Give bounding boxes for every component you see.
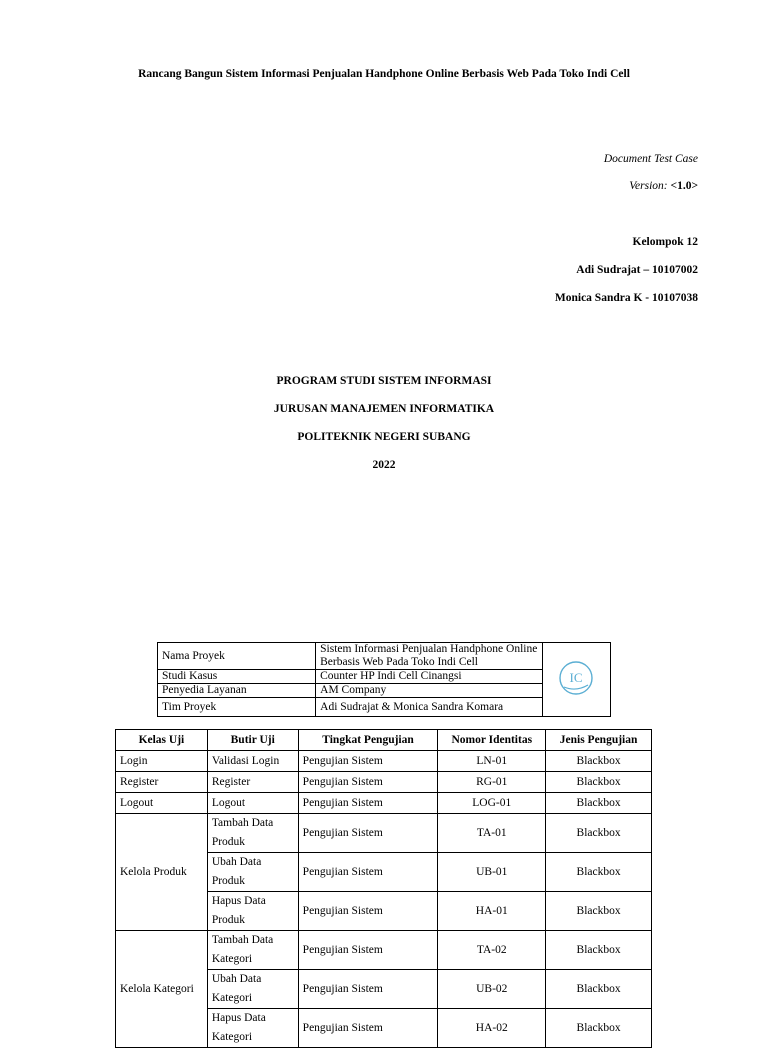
table-row bbox=[116, 814, 652, 853]
version-line bbox=[629, 180, 698, 192]
info-key: Studi Kasus bbox=[158, 670, 316, 684]
cell-tingkat: Pengujian Sistem bbox=[298, 931, 438, 970]
cell-jenis: Blackbox bbox=[546, 853, 652, 892]
cell-nomor: UB-02 bbox=[438, 970, 546, 1009]
cell-butir: Tambah Data Produk bbox=[207, 814, 298, 853]
info-key: Tim Proyek bbox=[158, 698, 316, 717]
institution-name: POLITEKNIK NEGERI SUBANG bbox=[297, 431, 471, 443]
year: 2022 bbox=[372, 459, 396, 471]
table-row bbox=[116, 772, 652, 793]
cell-nomor: LN-01 bbox=[438, 751, 546, 772]
company-logo bbox=[556, 658, 596, 698]
cell-kelas-group: Kelola Kategori bbox=[116, 931, 208, 1048]
cell-tingkat: Pengujian Sistem bbox=[298, 853, 438, 892]
header-tingkat-pengujian: Tingkat Pengujian bbox=[298, 730, 438, 751]
cell-butir: Hapus Data Produk bbox=[207, 892, 298, 931]
header-nomor-identitas: Nomor Identitas bbox=[438, 730, 546, 751]
cell-kelas: Logout bbox=[116, 793, 208, 814]
cell-jenis: Blackbox bbox=[546, 793, 652, 814]
cell-nomor: HA-01 bbox=[438, 892, 546, 931]
cell-tingkat: Pengujian Sistem bbox=[298, 751, 438, 772]
cell-nomor: LOG-01 bbox=[438, 793, 546, 814]
cell-nomor: HA-02 bbox=[438, 1009, 546, 1048]
header-butir-uji: Butir Uji bbox=[207, 730, 298, 751]
project-info-table bbox=[157, 642, 611, 717]
cell-kelas: Register bbox=[116, 772, 208, 793]
info-row bbox=[158, 643, 611, 670]
cell-jenis: Blackbox bbox=[546, 931, 652, 970]
cell-butir: Ubah Data Kategori bbox=[207, 970, 298, 1009]
info-value: Adi Sudrajat & Monica Sandra Komara bbox=[316, 698, 543, 717]
cell-tingkat: Pengujian Sistem bbox=[298, 970, 438, 1009]
header-kelas-uji: Kelas Uji bbox=[116, 730, 208, 751]
cell-butir: Tambah Data Kategori bbox=[207, 931, 298, 970]
cell-butir: Hapus Data Kategori bbox=[207, 1009, 298, 1048]
department: JURUSAN MANAJEMEN INFORMATIKA bbox=[273, 403, 495, 415]
cell-jenis: Blackbox bbox=[546, 892, 652, 931]
table-header-row bbox=[116, 730, 652, 751]
table-row bbox=[116, 793, 652, 814]
info-value: Sistem Informasi Penjualan Handphone Online Berbasis Web Pada Toko Indi Cell bbox=[316, 643, 543, 670]
cell-butir: Logout bbox=[207, 793, 298, 814]
cell-kelas-group: Kelola Produk bbox=[116, 814, 208, 931]
cell-jenis: Blackbox bbox=[546, 1009, 652, 1048]
cell-tingkat: Pengujian Sistem bbox=[298, 1009, 438, 1048]
group-name: Kelompok 12 bbox=[632, 236, 698, 248]
info-key: Nama Proyek bbox=[158, 643, 316, 670]
info-key: Penyedia Layanan bbox=[158, 684, 316, 698]
info-value: Counter HP Indi Cell Cinangsi bbox=[316, 670, 543, 684]
cell-tingkat: Pengujian Sistem bbox=[298, 892, 438, 931]
cell-nomor: TA-01 bbox=[438, 814, 546, 853]
cell-nomor: RG-01 bbox=[438, 772, 546, 793]
cell-jenis: Blackbox bbox=[546, 970, 652, 1009]
info-value: AM Company bbox=[316, 684, 543, 698]
version-value: <1.0> bbox=[670, 180, 698, 192]
cell-kelas: Login bbox=[116, 751, 208, 772]
logo-cell bbox=[542, 643, 610, 717]
cell-nomor: UB-01 bbox=[438, 853, 546, 892]
study-program: PROGRAM STUDI SISTEM INFORMASI bbox=[276, 375, 492, 387]
member-2: Monica Sandra K - 10107038 bbox=[554, 292, 698, 304]
cell-jenis: Blackbox bbox=[546, 814, 652, 853]
cell-nomor: TA-02 bbox=[438, 931, 546, 970]
cell-jenis: Blackbox bbox=[546, 772, 652, 793]
cell-tingkat: Pengujian Sistem bbox=[298, 793, 438, 814]
cell-butir: Validasi Login bbox=[207, 751, 298, 772]
table-row bbox=[116, 751, 652, 772]
doc-type: Document Test Case bbox=[603, 153, 698, 165]
cell-tingkat: Pengujian Sistem bbox=[298, 814, 438, 853]
document-title: Rancang Bangun Sistem Informasi Penjualan Handphone Online Berbasis Web Pada Toko Indi Cell bbox=[138, 68, 630, 80]
member-1: Adi Sudrajat – 10107002 bbox=[576, 264, 698, 276]
test-case-table bbox=[115, 729, 652, 1048]
cell-jenis: Blackbox bbox=[546, 751, 652, 772]
cell-tingkat: Pengujian Sistem bbox=[298, 772, 438, 793]
cell-butir: Register bbox=[207, 772, 298, 793]
header-jenis-pengujian: Jenis Pengujian bbox=[546, 730, 652, 751]
cell-butir: Ubah Data Produk bbox=[207, 853, 298, 892]
logo-text: IC bbox=[569, 669, 583, 685]
version-label: Version: bbox=[629, 180, 668, 192]
table-row bbox=[116, 931, 652, 970]
